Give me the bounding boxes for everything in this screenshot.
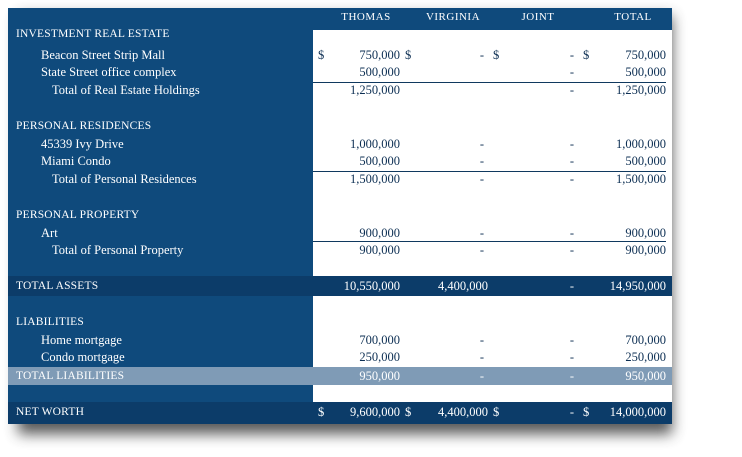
value-total: 14,000,000 (609, 405, 666, 419)
currency-symbol: $ (493, 48, 500, 62)
value-thomas: 9,600,000 (350, 405, 400, 419)
table-row (8, 136, 672, 153)
row-label: Art (41, 226, 58, 240)
value-thomas: 1,250,000 (350, 83, 400, 97)
value-joint: - (569, 369, 574, 383)
section-row (8, 207, 672, 224)
value-total: 500,000 (625, 154, 666, 168)
value-total: 250,000 (625, 350, 666, 364)
value-joint: - (569, 83, 574, 97)
row-label: Miami Condo (41, 154, 111, 168)
value-virginia: 4,400,000 (438, 279, 488, 293)
value-thomas: 750,000 (359, 48, 400, 62)
section-title-property: PERSONAL PROPERTY (16, 209, 140, 221)
value-total: 750,000 (625, 48, 666, 62)
value-joint: - (569, 279, 574, 293)
total-assets-label: TOTAL ASSETS (16, 280, 99, 292)
net-worth-label: NET WORTH (16, 406, 85, 418)
value-total: 1,250,000 (616, 83, 666, 97)
total-liabilities-label: TOTAL LIABILITIES (16, 370, 125, 382)
value-virginia: - (479, 333, 484, 347)
subtotal-row (8, 171, 672, 188)
currency-symbol: $ (405, 48, 412, 62)
value-total: 900,000 (625, 243, 666, 257)
table-row (8, 332, 672, 349)
value-joint: - (569, 226, 574, 240)
row-label: Home mortgage (41, 333, 122, 347)
table-row (8, 225, 672, 242)
net-worth-row (8, 404, 672, 421)
value-joint: - (569, 350, 574, 364)
subtotal-row (8, 242, 672, 259)
value-thomas: 900,000 (359, 243, 400, 257)
value-virginia: 4,400,000 (438, 405, 488, 419)
section-title-investment: INVESTMENT REAL ESTATE (16, 28, 170, 40)
total-liabilities-row (8, 368, 672, 385)
value-thomas: 1,500,000 (350, 172, 400, 186)
value-joint: - (569, 333, 574, 347)
subtotal-label: Total of Personal Property (52, 243, 184, 257)
col-header-joint: JOINT (521, 11, 555, 23)
subtotal-label: Total of Real Estate Holdings (52, 83, 200, 97)
value-thomas: 10,550,000 (343, 279, 400, 293)
value-virginia: - (479, 243, 484, 257)
value-joint: - (569, 137, 574, 151)
currency-symbol: $ (583, 48, 590, 62)
value-virginia: - (479, 226, 484, 240)
value-joint: - (569, 172, 574, 186)
section-row (8, 118, 672, 135)
section-title-residences: PERSONAL RESIDENCES (16, 120, 152, 132)
col-header-virginia: VIRGINIA (425, 11, 481, 23)
value-thomas: 950,000 (359, 369, 400, 383)
value-total: 700,000 (625, 333, 666, 347)
value-joint: - (569, 154, 574, 168)
table-row (8, 47, 672, 64)
value-total: 1,500,000 (616, 172, 666, 186)
row-label: State Street office complex (41, 65, 177, 79)
value-joint: - (569, 243, 574, 257)
currency-symbol: $ (405, 405, 412, 419)
value-total: 950,000 (625, 369, 666, 383)
section-row (8, 26, 672, 43)
row-label: Condo mortgage (41, 350, 125, 364)
currency-symbol: $ (318, 48, 325, 62)
value-joint: - (569, 405, 574, 419)
section-title-liabilities: LIABILITIES (16, 316, 84, 328)
value-total: 900,000 (625, 226, 666, 240)
value-virginia: - (479, 48, 484, 62)
net-worth-statement (8, 8, 672, 424)
value-virginia: - (479, 369, 484, 383)
value-virginia: - (479, 172, 484, 186)
value-joint: - (569, 48, 574, 62)
value-thomas: 700,000 (359, 333, 400, 347)
currency-symbol: $ (493, 405, 500, 419)
total-assets-row (8, 278, 672, 295)
section-row (8, 314, 672, 331)
value-total: 1,000,000 (616, 137, 666, 151)
value-total: 500,000 (625, 65, 666, 79)
currency-symbol: $ (583, 405, 590, 419)
col-header-thomas: THOMAS (341, 11, 391, 23)
value-thomas: 500,000 (359, 154, 400, 168)
table-row (8, 349, 672, 366)
value-thomas: 250,000 (359, 350, 400, 364)
currency-symbol: $ (318, 405, 325, 419)
table-row (8, 64, 672, 81)
value-thomas: 900,000 (359, 226, 400, 240)
table-row (8, 153, 672, 170)
value-virginia: - (479, 137, 484, 151)
value-thomas: 500,000 (359, 65, 400, 79)
value-total: 14,950,000 (609, 279, 666, 293)
subtotal-row (8, 82, 672, 99)
value-virginia: - (479, 154, 484, 168)
value-joint: - (569, 65, 574, 79)
col-header-total: TOTAL (614, 11, 652, 23)
row-label: 45339 Ivy Drive (41, 137, 124, 151)
value-thomas: 1,000,000 (350, 137, 400, 151)
value-virginia: - (479, 350, 484, 364)
row-label: Beacon Street Strip Mall (41, 48, 165, 62)
subtotal-label: Total of Personal Residences (52, 172, 197, 186)
